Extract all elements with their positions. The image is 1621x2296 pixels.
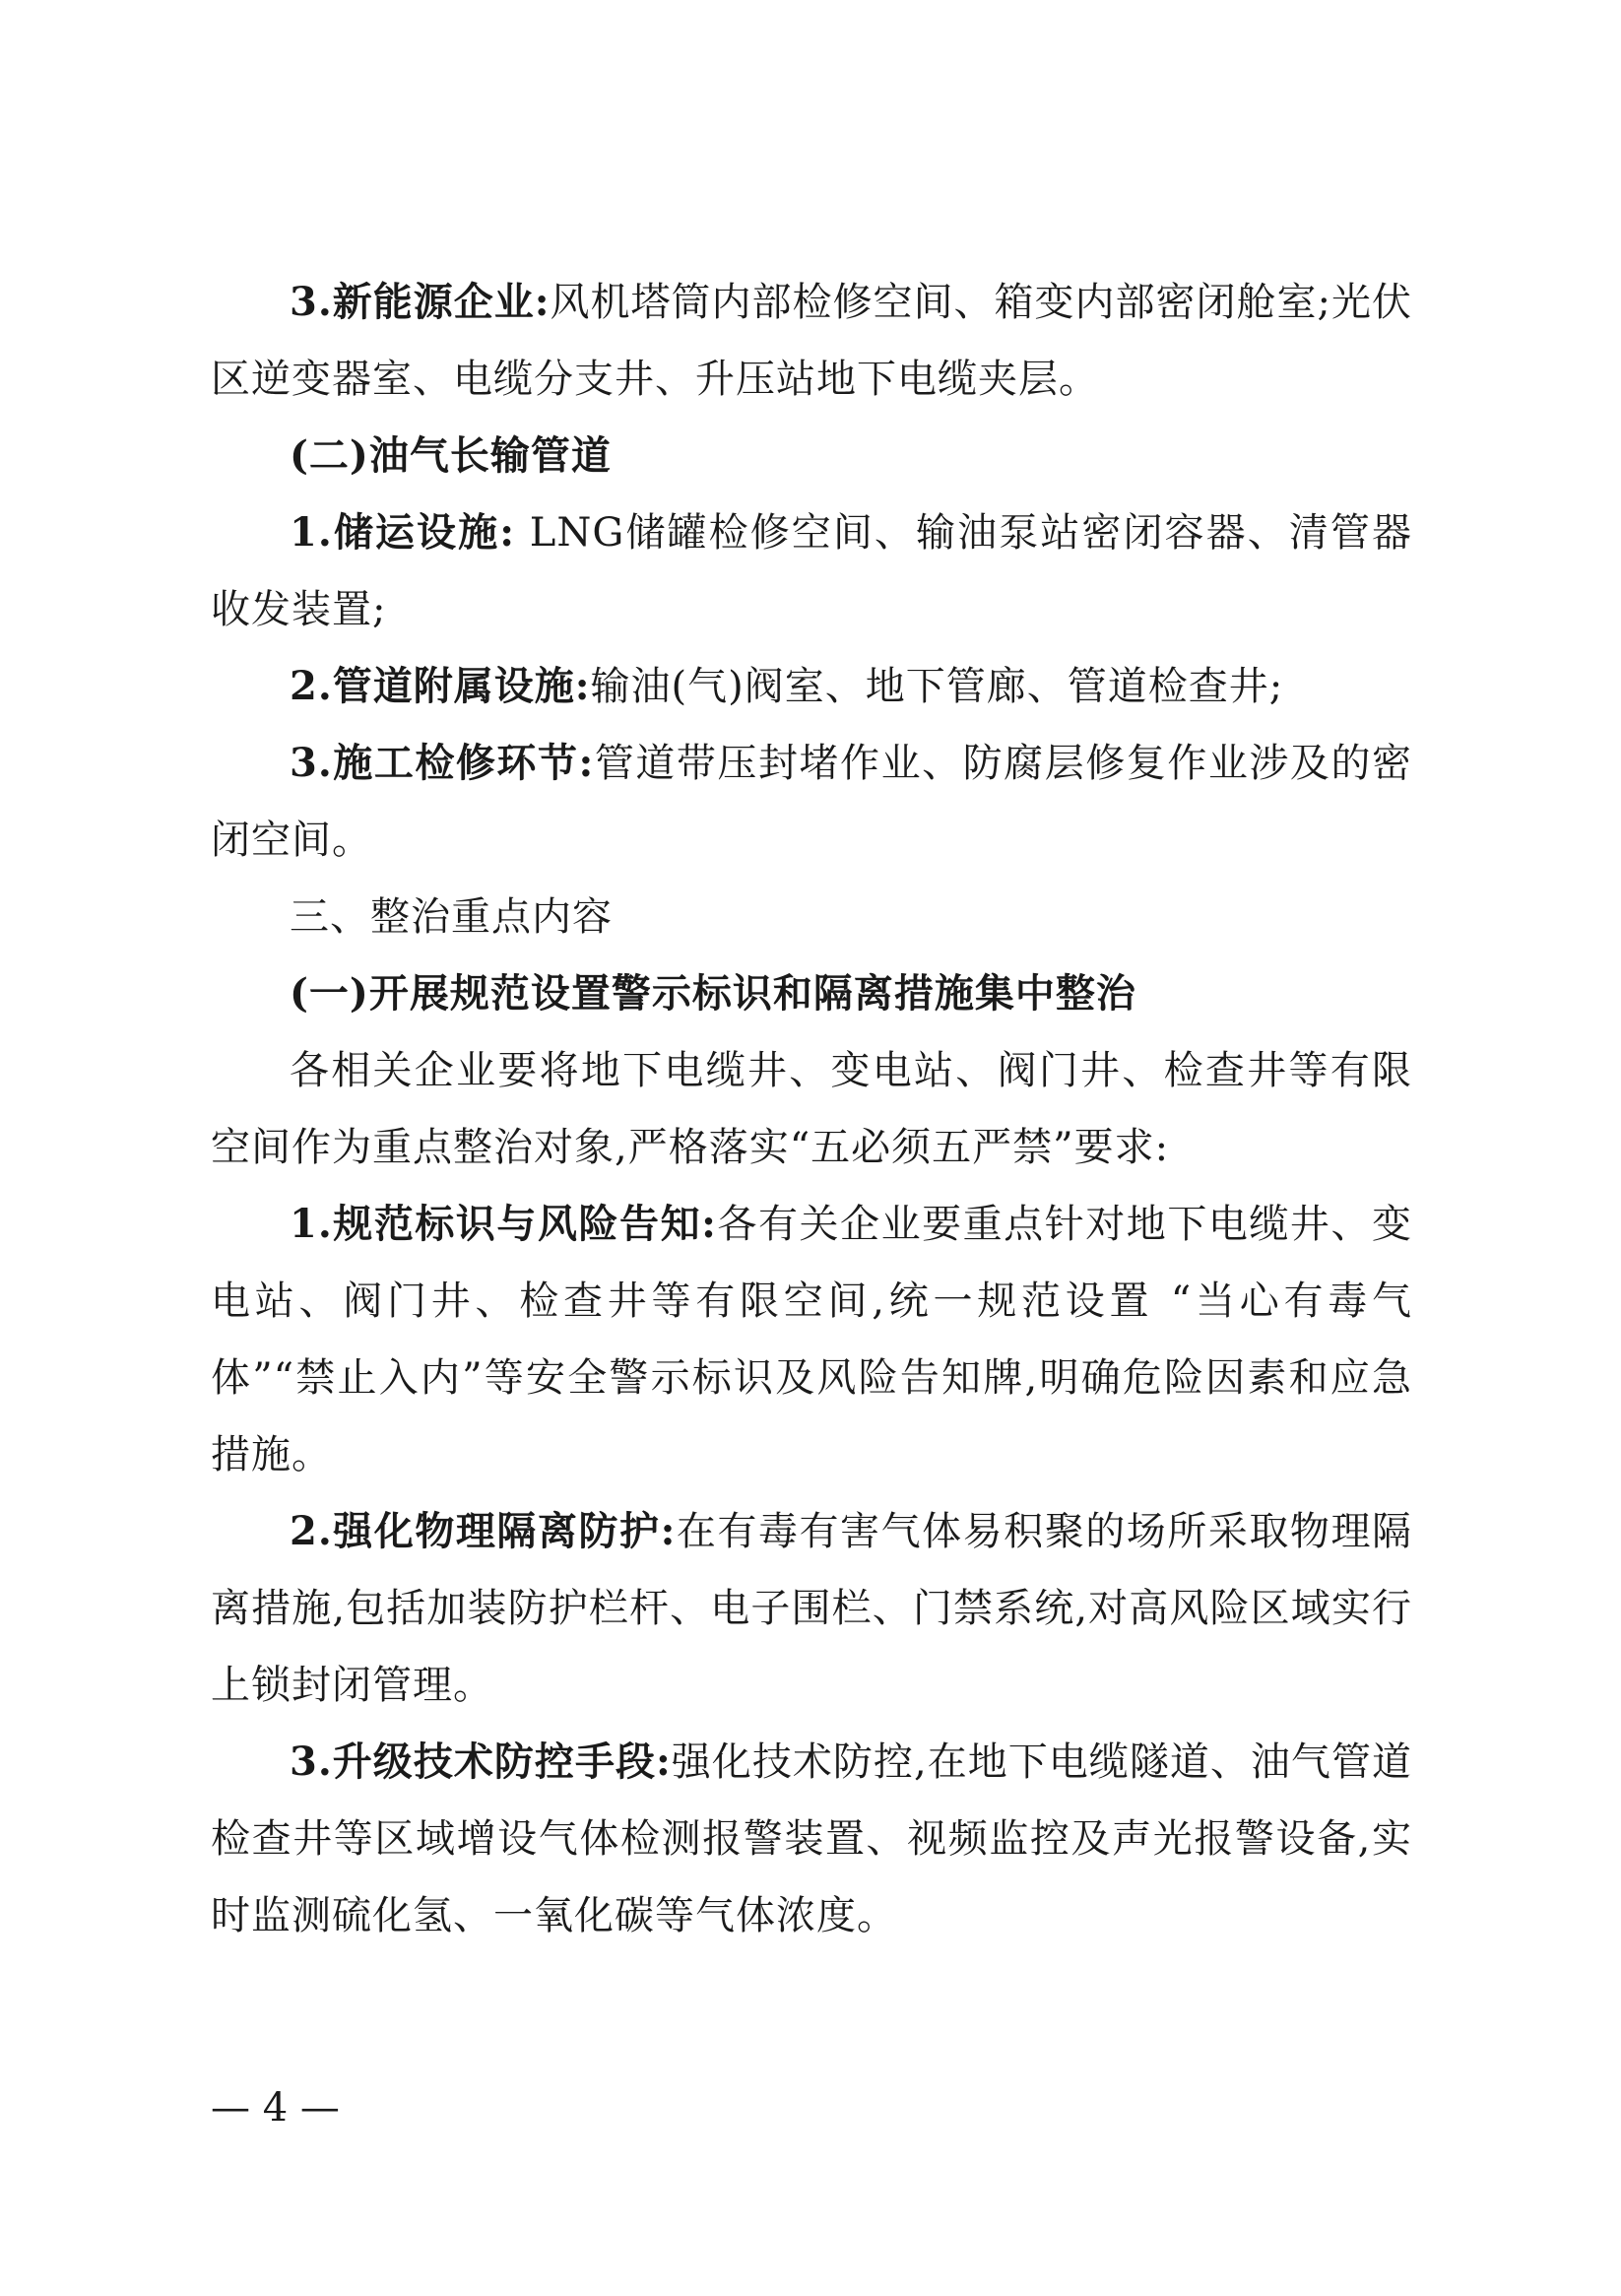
heading-warning-signs-isolation: (一)开展规范设置警示标识和隔离措施集中整治 <box>290 970 1136 1017</box>
paragraph-lead: 2.强化物理隔离防护: <box>290 1508 677 1554</box>
paragraph-text: 在有毒有害气体易积聚的场所采取物理隔离措施,包括加装防护栏杆、电子围栏、门禁系统,对高风险区域实行上锁封闭管理。 <box>211 1509 1413 1708</box>
document-body <box>211 264 1412 1954</box>
paragraph-new-energy <box>211 264 1412 418</box>
paragraph-lead: 3.升级技术防控手段: <box>290 1738 672 1785</box>
paragraph-physical-isolation <box>211 1493 1412 1724</box>
paragraph-enterprise-requirements: 各相关企业要将地下电缆井、变电站、阀门井、检查井等有限空间作为重点整治对象,严格落实“五必须五严禁”要求: <box>211 1048 1412 1170</box>
paragraph-technical-prevention <box>211 1724 1412 1954</box>
page-number: — 4 — <box>211 2085 340 2131</box>
paragraph-construction-maintenance <box>211 725 1412 879</box>
heading-oil-gas-pipeline: (二)油气长输管道 <box>290 432 612 479</box>
paragraph-text: 各有关企业要重点针对地下电缆井、变电站、阀门井、检查井等有限空间,统一规范设置 “当心有毒气体”“禁止入内”等安全警示标识及风险告知牌,明确危险因素和应急措施。 <box>211 1202 1413 1477</box>
heading-key-rectification: 三、整治重点内容 <box>290 894 613 940</box>
paragraph-storage-facilities <box>211 494 1412 648</box>
paragraph-lead: 1.规范标识与风险告知: <box>290 1201 717 1247</box>
paragraph-text: 风机塔筒内部检修空间、箱变内部密闭舱室;光伏区逆变器室、电缆分支井、升压站地下电缆夹层。 <box>211 280 1413 402</box>
paragraph-lead: 2.管道附属设施: <box>290 663 591 709</box>
paragraph-lead: 3.新能源企业: <box>290 279 551 325</box>
paragraph-signage-risk <box>211 1186 1412 1493</box>
paragraph-lead: 3.施工检修环节: <box>290 740 595 786</box>
paragraph-text: 管道带压封堵作业、防腐层修复作业涉及的密闭空间。 <box>211 741 1412 863</box>
paragraph-text: 强化技术防控,在地下电缆隧道、油气管道检查井等区域增设气体检测报警装置、视频监控及声光报警设备,实时监测硫化氢、一氧化碳等气体浓度。 <box>211 1739 1412 1938</box>
paragraph-pipeline-auxiliary <box>211 648 1412 725</box>
paragraph-lead: 1.储运设施: <box>290 509 515 556</box>
paragraph-text: 输油(气)阀室、地下管廊、管道检查井; <box>590 664 1284 709</box>
paragraph-text: LNG储罐检修空间、输油泵站密闭容器、清管器收发装置; <box>211 510 1413 632</box>
